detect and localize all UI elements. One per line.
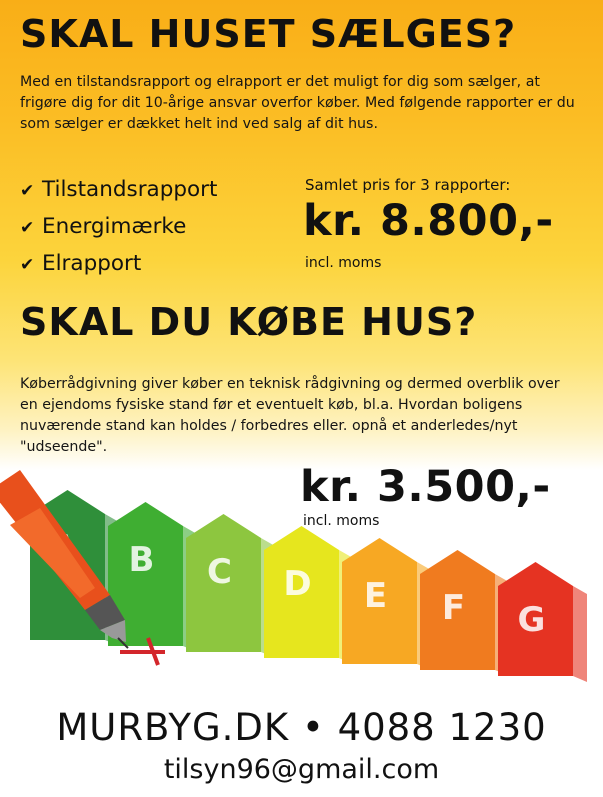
list-item — [20, 209, 217, 246]
report-tilstandsrapport: Tilstandsrapport — [42, 177, 218, 202]
energy-house-e — [342, 538, 431, 670]
footer-contact-line — [0, 706, 603, 749]
energy-letter-c: C — [207, 552, 232, 592]
list-item — [20, 246, 217, 283]
energy-house-g — [498, 562, 587, 682]
energy-letter-e: E — [363, 576, 388, 616]
separator-dot: • — [301, 706, 325, 749]
sell-price: kr. 8.800,- — [303, 196, 554, 246]
sell-vat-note: incl. moms — [305, 255, 382, 271]
summary-label: Samlet pris for 3 rapporter: — [305, 176, 511, 194]
brand-name: MURBYG.DK — [56, 706, 290, 749]
email-address: tilsyn96@gmail.com — [163, 754, 440, 785]
sell-heading: SKAL HUSET SÆLGES? — [20, 12, 517, 56]
buy-description: Køberrådgivning giver køber en teknisk rådgivning og dermed overblik over en ejendoms fysiske stand før et eventuelt køb, bl.a. Hvordan boligens nuværende stand kan holdes / forbedres eller. opnå et anderledes/nyt "udseende". — [20, 376, 560, 455]
energy-house-d — [264, 526, 353, 664]
energy-letter-d: D — [283, 564, 312, 604]
report-energimaerke: Energimærke — [42, 214, 187, 239]
energy-letter-f: F — [441, 588, 466, 628]
checkmark-icon: ✔ — [20, 218, 35, 238]
report-elrapport: Elrapport — [42, 251, 142, 276]
phone-number: 4088 1230 — [337, 706, 547, 749]
list-item — [20, 172, 217, 209]
energy-letter-g: G — [517, 600, 546, 640]
buy-price: kr. 3.500,- — [300, 462, 551, 512]
energy-letter-b: B — [128, 540, 155, 580]
checkmark-icon: ✔ — [20, 181, 35, 201]
buy-heading: SKAL DU KØBE HUS? — [20, 300, 478, 344]
report-list — [20, 172, 217, 283]
energy-house-f — [420, 550, 509, 676]
energy-house-c — [186, 514, 275, 658]
buy-vat-note: incl. moms — [303, 513, 380, 529]
checkmark-icon: ✔ — [20, 255, 35, 275]
sell-description: Med en tilstandsrapport og elrapport er det muligt for dig som sælger, at frigøre dig for dit 10-årige ansvar overfor køber. Med følgende rapporter er du som sælger er dækket helt ind ved salg af dit hus. — [20, 74, 575, 132]
